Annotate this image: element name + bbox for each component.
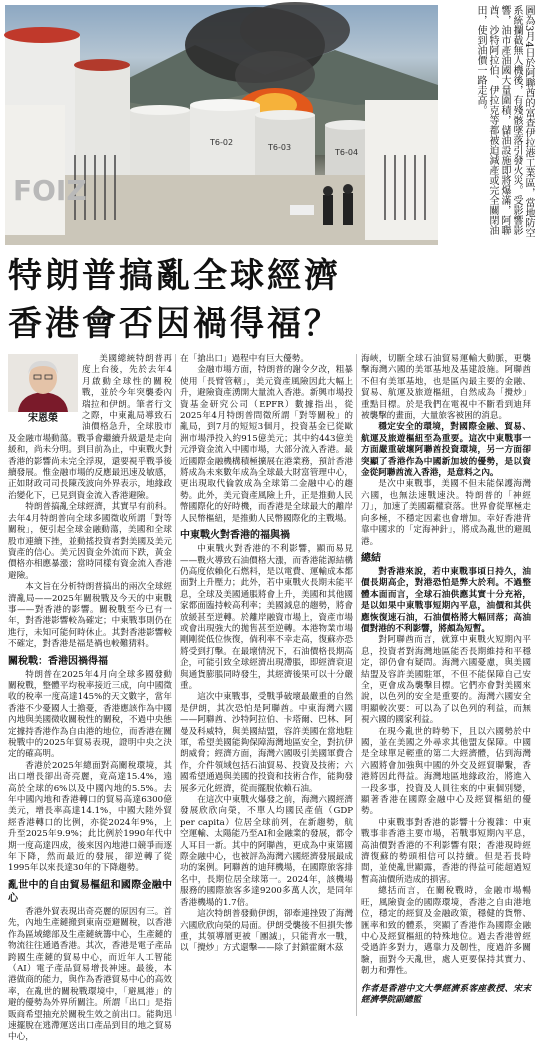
paragraph: 本文旨在分析特朗普搞出的兩次全球經濟亂局——2025年關稅戰及今天的中東戰事——對香港的影響。關稅戰至今已有一年，對香港影響較為確定；中東戰事則仍在進行，未知可能何時休止。其對香港影響較不確定，對香港是福是禍也較難猜料。 <box>8 582 172 650</box>
section-heading: 亂世中的自由貿易樞紐和國際金融中心 <box>8 879 172 904</box>
paragraph: 香港於2025年總面對高關稅環境，其出口增長卻出奇亮麗，竟高達15.4%，遠高於全球的6%以及中國內地的5.5%。去年中國內地和香港轉口的貿易高達6300億美元，增長率高達14.1%，中國大陸外貿經香港轉口的比例，亦從2024年9%，上升至2025年9.9%；此比例於1990年代中期一度高達四成，後來因內地港口競爭而逐年下降，然而最近的發展，卻逆轉了從1995年以來長達30年的下降趨勢。 <box>8 760 172 874</box>
section-heading: 總結 <box>361 552 381 564</box>
paragraph: 對香港來說，若中東戰事頃日持久，油價長期高企，對港恐怕是弊大於利。不過整體本面而言，全球石油供應其實十分充裕，是以如果中東戰事短期內平息，油價和其供應恢復速石油，石油價格將大幅回落；高油價對港的不利影響，將頗為短暫。 <box>361 566 531 634</box>
author-portrait <box>8 354 78 412</box>
tank-label: T6-02 <box>210 138 234 147</box>
author-photo <box>8 354 78 424</box>
paragraph: 海峽，切斷全球石油貿易運輸大動脈，更襲擊海灣六國的美軍基地及基建設施。阿聯酋不但有美軍基地，也是區內最主要的金融、貿易、航運及旅遊樞紐，自然成為「攪炒」重點目標。於是我們在電視中不斷看到迪拜被襲擊的畫面，大量旅客被困的消息。 <box>361 354 531 422</box>
paragraph: 總括而言，在關稅戰時，金融市場暢旺，風險資金的國際環境，香港之自由港地位，穩定的經貿及金融政策，穩健的貨幣、匯率和致的體系，突顯了香港作為國際金融中心及經貿樞紐的特殊地位。過去香港曾經受過許多對力，邁靠力及韌性，度過許多關驗，面對今天亂世，處人更要保持其實力、韌力和彈性。 <box>361 886 531 977</box>
paragraph: 金融市場方面，特朗普的謝令夕改，粗暴使用「長臂管轄」，美元資產風險因此大幅上升，避險資產湧開大量流入香港。新興市場投資基金研究公司（EPFR）數據指出，從2025年4月特朗普問徵所謂「對等關稅」的亂局，到7月的短短3個月，投資基金已從歐洲市場淨投入約915億美元；其中約443億美元淨資金流入中國市場，大部分流入香港。最近國際金融機構積極擴展在港業務，預計香港將成為未來數年成為全球最大財富管理中心，更出現取代倫敦成為全球第二金融中心的趨勢。此外，美元資產風險上升，正是推動人民幣國際化的好時機，而香港是全球最大的離岸人民幣樞紐，是推動人民幣國際化的主戰場。 <box>180 365 353 524</box>
paragraph: 特朗普搞亂全球經濟，其實早有前科。去年4月特朗普向全球多國徵收所謂「對等關稅」，便引起全球金融動蕩，美國和全球股市連續下挫，並動搖投資者對美國及美元資產的信心。美元因資金外流而下跌，黃金價格亦相應暴漲；當時同樣有資金流入香港避險。 <box>8 502 172 581</box>
article-column-2 <box>180 354 353 1022</box>
paragraph: 特朗普在2025年4月向全球多國發動關稅戰，整體平均稅率接近三成，向中國徵收的稅率一度高達145%的天文數字，當年香港不少憂國人士擔憂，香港應該作為中國內地與美國微收關稅性的關稅，不過中央態定據持香港作為自由港的地位，而香港在關稅戰中的2025年貿易表現，證明中央之決定的確高明。 <box>8 669 172 760</box>
column-divider <box>356 354 357 1016</box>
paragraph: 是次中東戰事，美國不但未能保護海灣六國，也無法速戰速決。特朗普的「神經刀」，加速了美國霸權衰落。世界會從單極走向多極，不穩定因素也會增加。幸好香港背靠中國求的「定海神針」，將成為亂世的避風港。 <box>361 479 531 547</box>
headline-line-2: 香港會否因禍得福？ <box>8 304 341 344</box>
paragraph: 穩定安全的環境，對國際金融、貿易、航運及旅遊樞紐至為重要。這次中東戰事一方面嚴重破壞阿聯酋投資環境，另一方面卻突顯了香港作為中國新加坡的優勢，是以資金從阿聯酋流入香港，是意料之內。 <box>361 422 531 479</box>
paragraph: 對阿聯酋而言，就算中東戰火短期內平息，投資者對海灣地區能否長期維持和平穩定，卻仍會有疑問。海灣六國憂慮，與美國結盟及容許美國駐軍，不但不能保障自己安全，更會成為襲擊目標。它們亦會對美國來說，以色列的安全是重要的。海灣六國安全明顯較次要：可以為了以色列的利益，而無視六國的國家利益。 <box>361 635 531 726</box>
author-name: 宋恩榮 <box>28 412 58 424</box>
paragraph: 美國總統特朗普再度上台後，先於去年4月啟動全球性的關稅戰，並於今年突襲委內瑞拉和伊朗。筆者行文之際，中東亂局導致石油價格急升，全球股市及金融市場動蕩。戰爭會繼續升級還是走向緩和，尚未分明。到目前為止，中東戰火對香港的影響尚未完全浮現，還要視乎戰爭後續發展。惟金融市場的反應最迅速及敏感，正如財政司司長陳茂波向外界表示，地緣政治變化下，已見到資金流入香港避險。 <box>8 354 172 501</box>
paragraph: 中東戰事對香港的影響十分複雜：中東戰事非香港主要市場，若戰事短期內平息，高油價對香港的不利影響有限；香港現時經濟復蘇的勢頭相信可以持續。但是若長時間，並使亂世顯露，香港的得益可能超過短暫高油價所造成的損害。 <box>361 817 531 885</box>
tank-label: T6-03 <box>268 143 292 152</box>
section-heading: 中東戰火對香港的福與禍 <box>180 530 290 542</box>
photo-caption: 圖為3月4日於阿聯酋的富查伊拉港工業區，當地防空系統攔截無人機後，有殘骸墜落引發火災。受影響影響，油市產油國大量圍積，儲油設施即將爆滿，阿聯酋、沙特阿拉伯、伊拉克等都被迫減產或完全關閉油田，使到油價一路走高。 <box>475 5 534 238</box>
article-column-3 <box>361 354 531 1022</box>
headline <box>8 252 528 348</box>
paragraph: 香港外貿表現出奇亮麗的原因有三。首先，內地生產鏈搬到東南亞避關稅，以香港作為區域總部及生產鏈統籌中心，生產鏈的物流往往通過香港。其次，香港是電子產品跨國生產鏈的貿易中心，而近年人工智能（AI）電子產品貿易增長神速。最後，本港做商的能力，與作為香港貿易中心的高效率，在亂世的關稅戰環境中，「避風港」的避的優勢為外界所關注。所謂「出口」是指販商希望抽充於關稅生效之前出口。能夠迅速擺脫在逃滯運送出口產品到目的地之貿易中心， <box>8 906 172 1043</box>
article-column-1 <box>8 354 172 1043</box>
section-heading: 關稅戰：香港因禍得福 <box>8 655 108 667</box>
paragraph: 在這次中東戰火爆發之前，海灣六國經濟發展欣欣向榮，不單人均國民產值（GDP per capita）位居全球前列，在新趨勢，航空運輸、太陽能乃至AI和金融業的發展，都令人耳目一新。其中的阿聯酋，更成為中東第國際金融中心，也被評為海灣六國經濟發展最成功的案例。阿聯酋的迪拜機場，在國際旅客排名中，長期位居全球第一。2024年，該機場服務的國際旅客多達9200多萬人次，是同年香港機場的1.7倍。 <box>180 795 353 908</box>
paragraph: 中東戰火對香港的不利影響，顯而易見——戰火導致石油價格大漲，而香港能源結構仍高度依賴化石燃料，是以電費、運輸成本都面對上升壓力；此外，若中東戰火長期未能平息，全球及美國通脹將會上升，美國和其他國家都面臨持較高利率；美國減息的趨勢，將會放緩甚至逆轉。於離岸融資市場上，資產市場或會出現強大的拋售甚至逆轉。本港物業市場剛剛從低位恢復，倘利率不幸走高，復蘇亦恐將受到打擊。在最壞情況下，石油價格長期高企，可能引致全球經濟出現滯脹，即經濟衰退與通貨膨脹同時發生，其經濟後果可以十分嚴重。 <box>180 544 353 691</box>
headline-line-1: 特朗普搞亂全球經濟 <box>8 256 341 296</box>
paragraph: 這次特朗普發動伊朗，卻牽連挫毀了海灣六國欣欣向榮的局面。伊朗受襲後不但損失慘重，其領導層更被「團滅」，只能背水一戰，以「攪炒」方式還擊——除了封鎖霍爾木茲 <box>180 909 353 954</box>
paragraph: 在「搶出口」過程中有巨大優勢。 <box>180 354 309 364</box>
column-divider <box>175 354 176 1016</box>
paragraph: 在現今亂世的時勢下，且以六國勢於中國，並在美國之外尋求其他盟友保障。中國是全球單足輕重的第二大經濟體，佔到海灣六國將會加強與中國的外交及經貿聯繫，香港將因此得益。海灣地區地緣政治，將進入一段多事，投資及人員往來的中東個別變，顯著香港在國際金融中心及經貿樞紐的優勢。 <box>361 726 531 817</box>
author-byline: 作者是香港中文大學經濟系客座教授、宋末經濟學院副總監 <box>361 983 531 1005</box>
news-photo <box>5 5 438 245</box>
tank-label: T6-04 <box>335 148 359 157</box>
paragraph: 這次中東戰事，受戰爭破壞最嚴重的自然是伊朗，其次恐怕是阿聯酋。中東海灣六國——阿聯酋、沙特阿拉伯、卡塔爾、巴林、阿曼及科威特，與美國結盟，容許美國在當地駐軍，希望美國能夠保障海灣地區安全，對抗伊朗威脅；經濟方面，海灣六國吸引美國軍費合作，介件領域包括石油貿易、投資及技術；六國希望通過與美國的投資和技術合作，能夠發展多元化經濟，從而擺脫依賴石油。 <box>180 692 353 794</box>
watermark-text: FOIZ <box>13 174 87 207</box>
oil-fire-photo <box>5 5 438 245</box>
